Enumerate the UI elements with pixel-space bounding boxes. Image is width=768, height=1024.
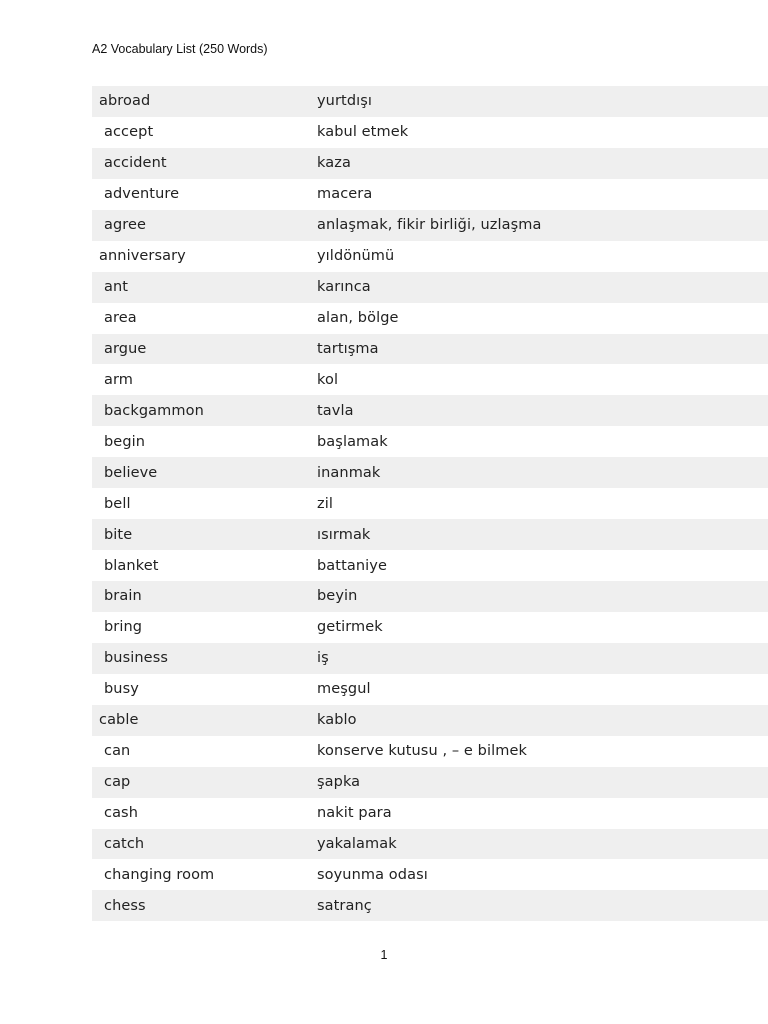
turkish-translation: macera	[317, 186, 373, 203]
turkish-translation: kablo	[317, 712, 357, 729]
english-word: abroad	[99, 93, 151, 110]
table-row	[92, 395, 768, 426]
english-word: area	[104, 310, 137, 327]
table-row	[92, 519, 768, 550]
english-word: begin	[104, 433, 146, 450]
table-row	[92, 272, 768, 303]
turkish-translation: zil	[317, 495, 333, 512]
table-row	[92, 303, 768, 334]
english-word: cable	[99, 712, 139, 729]
table-row	[92, 426, 768, 457]
turkish-translation: kabul etmek	[317, 124, 409, 141]
turkish-translation: satranç	[317, 897, 372, 914]
english-word: arm	[104, 371, 134, 388]
english-word: brain	[104, 588, 142, 605]
turkish-translation: ısırmak	[317, 526, 371, 543]
table-row	[92, 612, 768, 643]
table-row	[92, 364, 768, 395]
table-row	[92, 457, 768, 488]
table-row	[92, 705, 768, 736]
table-row	[92, 890, 768, 921]
turkish-translation: şapka	[317, 774, 361, 791]
table-row	[92, 148, 768, 179]
table-row	[92, 736, 768, 767]
english-word: bell	[104, 495, 131, 512]
turkish-translation: soyunma odası	[317, 866, 428, 883]
table-row	[92, 550, 768, 581]
table-row	[92, 829, 768, 860]
table-row	[92, 674, 768, 705]
english-word: argue	[104, 340, 147, 357]
table-row	[92, 334, 768, 365]
turkish-translation: alan, bölge	[317, 310, 399, 327]
turkish-translation: başlamak	[317, 433, 388, 450]
table-row	[92, 643, 768, 674]
page-number: 1	[380, 948, 388, 962]
english-word: chess	[104, 897, 146, 914]
english-word: blanket	[104, 557, 159, 574]
english-word: adventure	[104, 186, 180, 203]
english-word: business	[104, 650, 168, 667]
turkish-translation: yakalamak	[317, 835, 397, 852]
english-word: accident	[104, 155, 167, 172]
english-word: ant	[104, 279, 129, 296]
table-row	[92, 581, 768, 612]
english-word: cap	[104, 774, 131, 791]
turkish-translation: tartışma	[317, 340, 379, 357]
turkish-translation: beyin	[317, 588, 358, 605]
table-row	[92, 859, 768, 890]
english-word: bring	[104, 619, 143, 636]
turkish-translation: kaza	[317, 155, 351, 172]
english-word: agree	[104, 217, 147, 234]
english-word: changing room	[104, 866, 215, 883]
turkish-translation: yıldönümü	[317, 248, 395, 265]
english-word: can	[104, 743, 131, 760]
english-word: anniversary	[99, 248, 186, 265]
table-row	[92, 798, 768, 829]
table-row	[92, 86, 768, 117]
english-word: catch	[104, 835, 145, 852]
turkish-translation: meşgul	[317, 681, 371, 698]
table-row	[92, 179, 768, 210]
english-word: bite	[104, 526, 133, 543]
turkish-translation: getirmek	[317, 619, 383, 636]
turkish-translation: tavla	[317, 402, 354, 419]
turkish-translation: yurtdışı	[317, 93, 373, 110]
turkish-translation: anlaşmak, fikir birliği, uzlaşma	[317, 217, 542, 234]
turkish-translation: battaniye	[317, 557, 387, 574]
table-row	[92, 241, 768, 272]
turkish-translation: konserve kutusu , – e bilmek	[317, 743, 527, 760]
turkish-translation: karınca	[317, 279, 371, 296]
document-title: A2 Vocabulary List (250 Words)	[92, 42, 268, 56]
table-row	[92, 210, 768, 241]
english-word: cash	[104, 805, 139, 822]
table-row	[92, 767, 768, 798]
table-row	[92, 117, 768, 148]
turkish-translation: kol	[317, 371, 339, 388]
table-row	[92, 488, 768, 519]
turkish-translation: nakit para	[317, 805, 392, 822]
vocabulary-table	[92, 86, 768, 921]
english-word: believe	[104, 464, 158, 481]
turkish-translation: iş	[317, 650, 329, 667]
turkish-translation: inanmak	[317, 464, 381, 481]
english-word: accept	[104, 124, 154, 141]
english-word: backgammon	[104, 402, 204, 419]
english-word: busy	[104, 681, 139, 698]
